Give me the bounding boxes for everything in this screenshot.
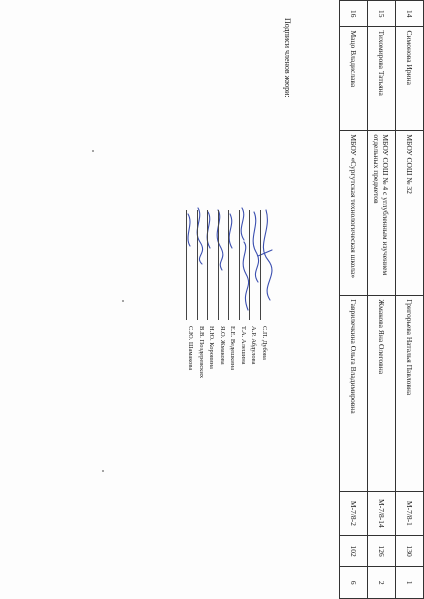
cell-student-name: Тихомирова Татьяна	[368, 27, 396, 131]
jury-member-name: С.Ю. Шамакова	[187, 326, 195, 371]
jury-members-list	[185, 210, 269, 550]
signature-line	[218, 210, 219, 320]
cell-school: МБОУ СОШ № 32	[396, 131, 424, 296]
cell-score: 102	[340, 535, 368, 567]
cell-place: 6	[340, 567, 368, 599]
jury-member-name: А.Р. Абдулова	[250, 326, 258, 365]
jury-member-row	[185, 210, 196, 550]
cell-school: МБОУ СОШ № 4 с углубленным изучением отдельных предметов	[368, 131, 396, 296]
jury-member-name: Т.А. Алешина	[240, 326, 247, 365]
cell-code: М-7/8-14	[368, 492, 396, 536]
cell-student-name: Симонова Ирина	[396, 27, 424, 131]
jury-member-name: В.В. Поздеревских	[198, 326, 205, 379]
jury-member-name: Н.Ю. Коровина	[208, 326, 216, 369]
scan-speck	[103, 470, 105, 472]
jury-member-row	[227, 210, 238, 550]
table-row	[368, 1, 396, 599]
cell-place: 2	[368, 567, 396, 599]
jury-member-row	[196, 210, 207, 550]
signature-line	[229, 210, 230, 320]
results-table	[339, 0, 424, 599]
cell-number: 15	[368, 1, 396, 27]
jury-member-name: Я.О. Жмакова	[219, 326, 226, 365]
scan-speck	[123, 300, 125, 302]
cell-number: 16	[340, 1, 368, 27]
jury-member-row	[238, 210, 249, 550]
cell-place: 1	[396, 567, 424, 599]
jury-member-row	[248, 210, 259, 550]
scan-speck	[93, 150, 95, 152]
cell-teacher: Гаврилечкина Ольга Владимировна	[340, 296, 368, 492]
jury-member-row	[259, 210, 270, 550]
jury-signatures-title: Подписи членов жюри:	[283, 18, 292, 98]
cell-score: 126	[368, 535, 396, 567]
cell-code: М-7/8-1	[396, 492, 424, 536]
jury-member-row	[206, 210, 217, 550]
cell-score: 130	[396, 535, 424, 567]
signature-line	[187, 210, 188, 320]
signature-line	[260, 210, 261, 320]
table-row	[340, 1, 368, 599]
table-row	[396, 1, 424, 599]
cell-school: МБОУ «Сургутская технологическая школа»	[340, 131, 368, 296]
cell-code: М-7/8-2	[340, 492, 368, 536]
cell-teacher: Григорьева Наталья Павловна	[396, 296, 424, 492]
cell-student-name: Мацо Владислава	[340, 27, 368, 131]
cell-number: 14	[396, 1, 424, 27]
signature-line	[208, 210, 209, 320]
jury-member-name: С.П. Дубова	[261, 326, 268, 360]
signature-line	[250, 210, 251, 320]
jury-member-row	[217, 210, 228, 550]
signature-line	[197, 210, 198, 320]
jury-member-name: Е.Е. Ведешкина	[229, 326, 237, 371]
cell-teacher: Жмакова Яна Олеговна	[368, 296, 396, 492]
signature-line	[239, 210, 240, 320]
